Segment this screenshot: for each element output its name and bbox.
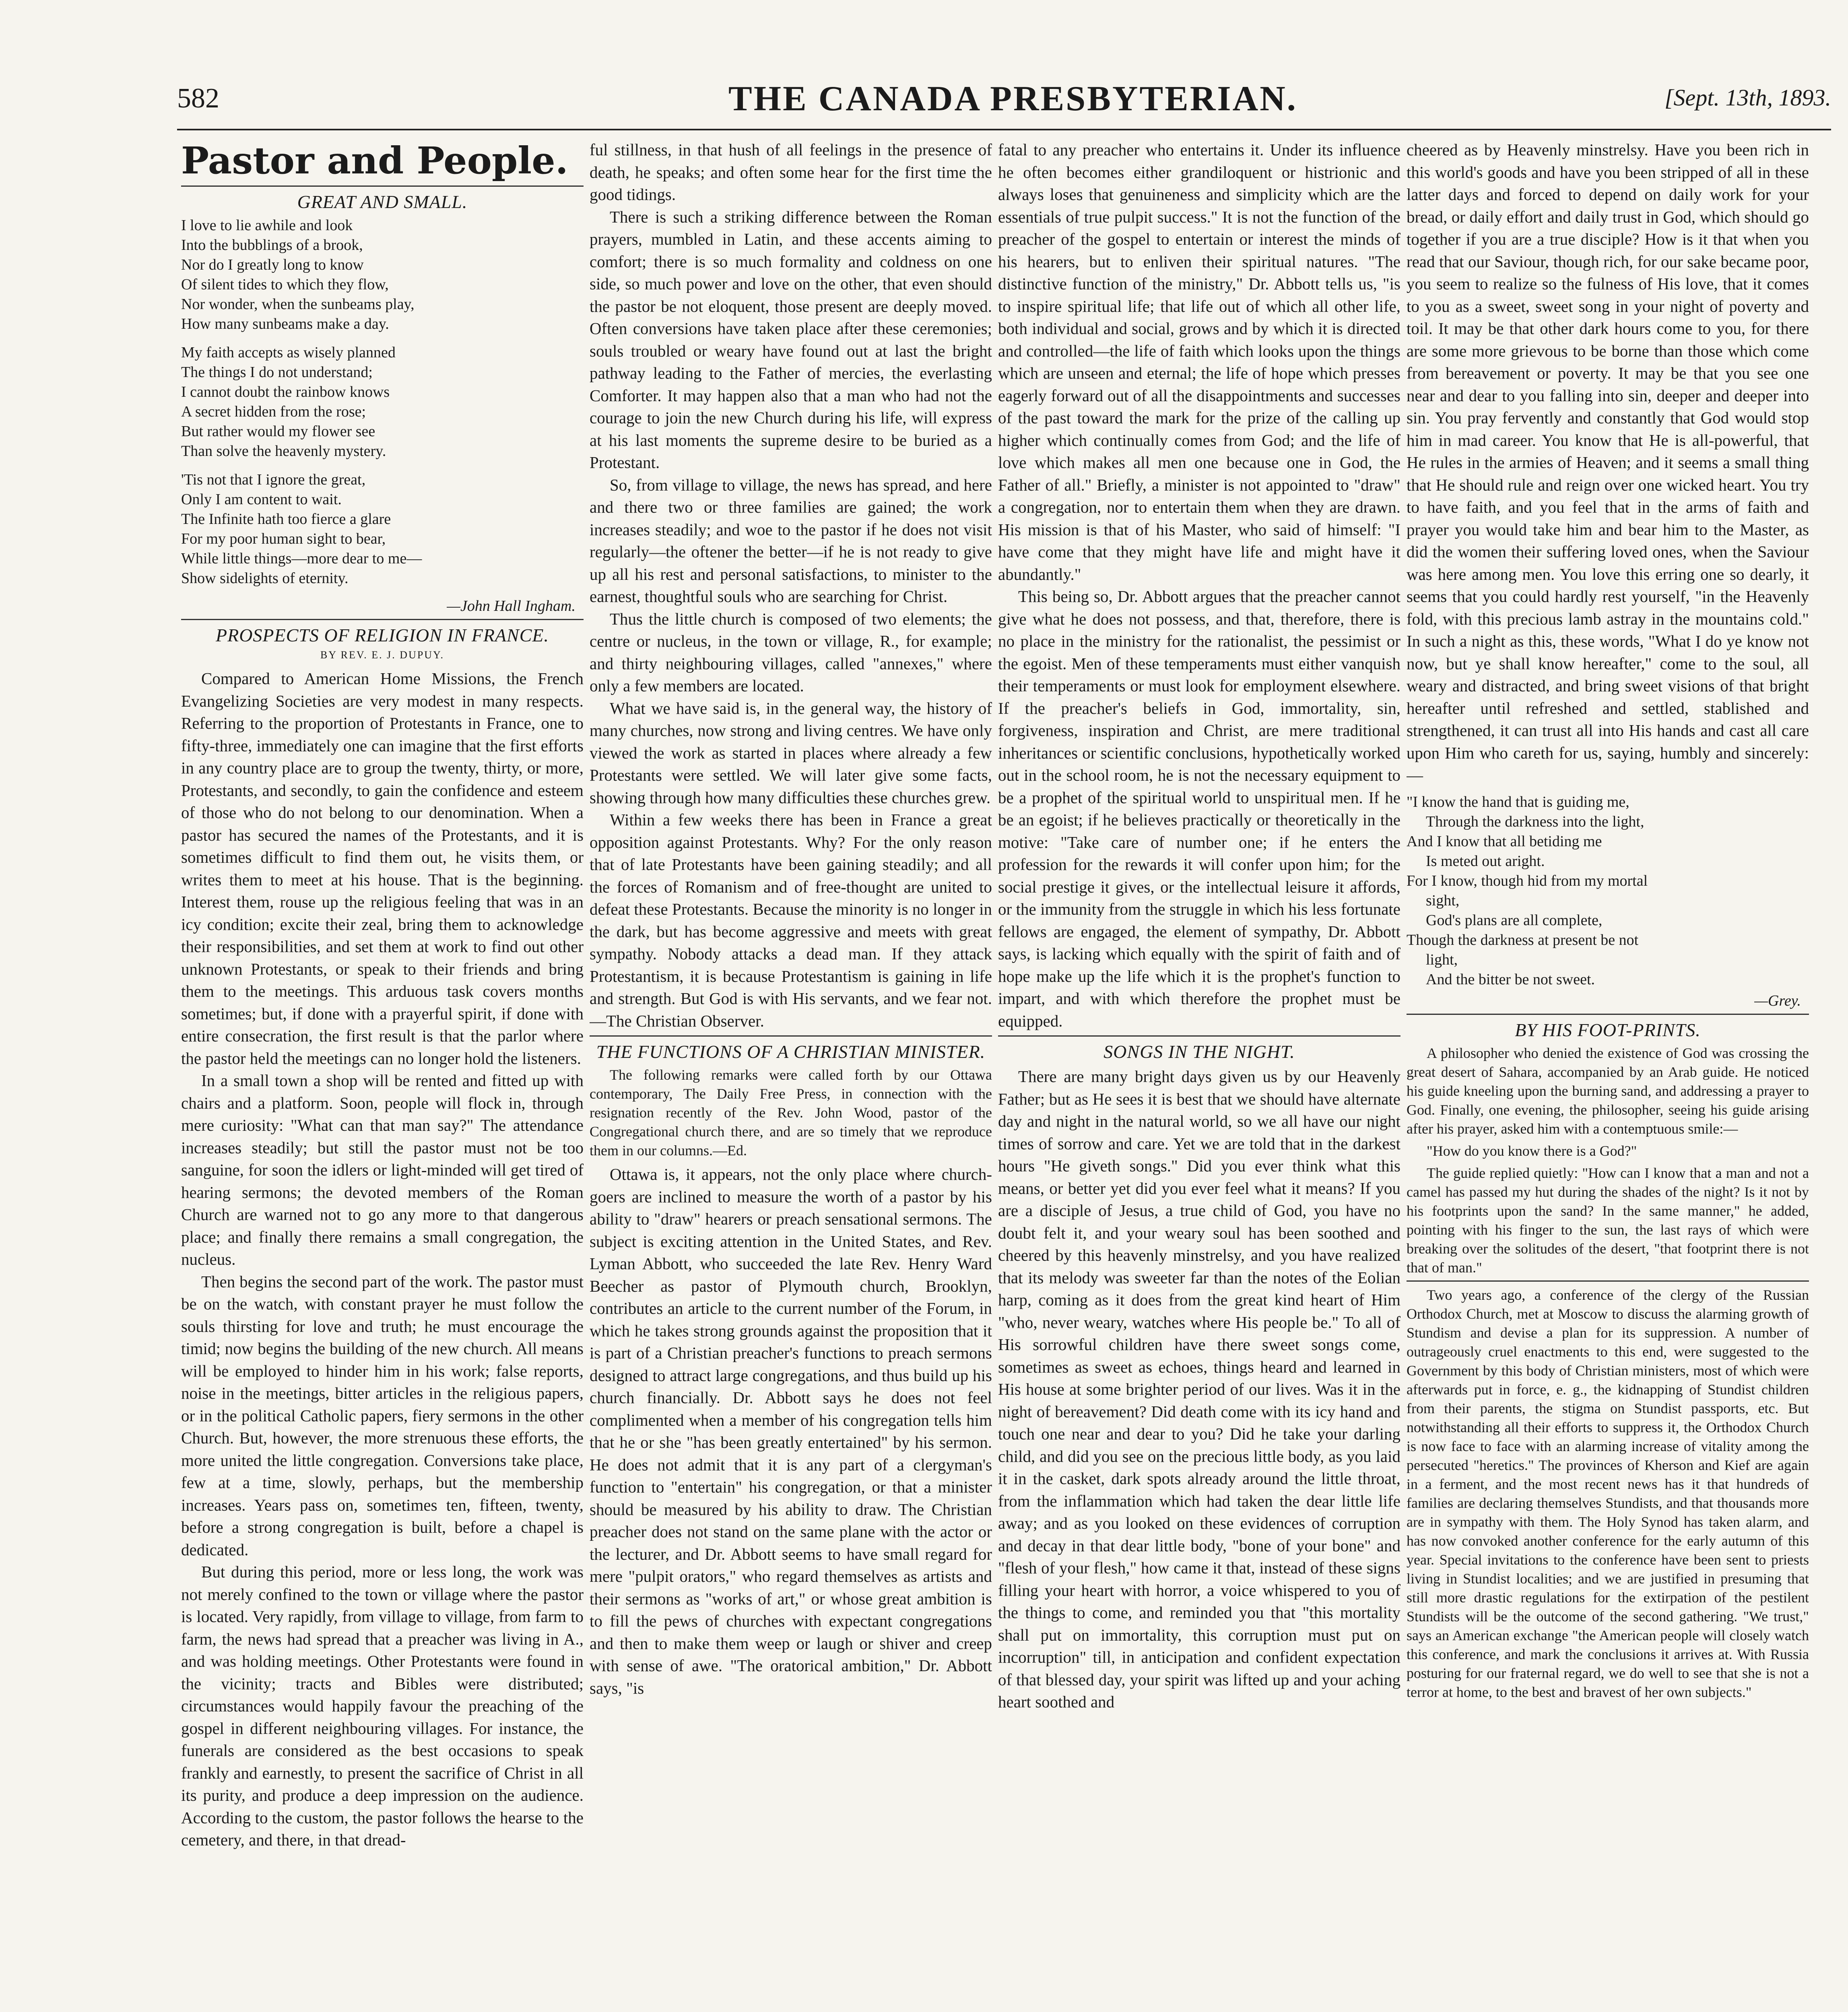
article-intro: The following remarks were called forth by our Ottawa contemporary, The Daily Free Press, in connection with the resignation recently of the Rev. John Wood, pastor of the Congregational church there, and are so timely that we reproduce them in our columns.—Ed.	[590, 1067, 992, 1159]
section-rule	[181, 186, 584, 187]
article-paragraph: The guide replied quietly: "How can I know that a man and not a camel has passed my hut during the shades of the night? Is it not by his footprints upon the sand? In the same manner," he added, pointing with his finger to the sun, the last rays of which were breaking over the solitudes of the desert, "that footprint there is not that of man."	[1407, 1165, 1809, 1276]
article-paragraph: cheered as by Heavenly minstrelsy. Have you been rich in this world's goods and have you been stripped of all in these latter days and forced to depend on daily work for your bread, or daily effort and daily trust in God, which should go together if you are a true disciple? How is it that when you read that our Saviour, though rich, for our sake became poor, you seem to realize so the fulness of His love, that it comes to you as a sweet, sweet song in your night of poverty and toil. It may be that other dark hours come to you, for there are some more grievous to be borne than those which come from bereavement or poverty. It may be that you see one near and dear to you falling into sin, deeper and deeper into sin. You pray fervently and constantly that God would stop him in mad career. You know that He is all-powerful, that He rules in the armies of Heaven; and it seems a small thing that He should rule and reign over one wicked heart. You try to have faith, and you feel that in the arms of faith and prayer you would take him and bear him to the Master, as did the women their suffering loved ones, when the Saviour was here among men. You love this erring one so dearly, it seems that you could hardly rest yourself, "in the Heavenly fold, with this precious lamb astray in the mountains cold." In such a night as this, these words, "What I do ye know not now, but ye shall know hereafter," come to the soul, all weary and distracted, and bring sweet visions of that bright hereafter until refreshed and settled, stablished and strengthened, it can trust all into His hands and cast all care upon Him who careth for us, saying, humbly and sincerely:—	[1407, 140, 1809, 784]
article-paragraph: Then begins the second part of the work. The pastor must be on the watch, with constant prayer he must follow the souls thirsting for love and truth; he must encourage the timid; now begins the building of the new church. All means will be employed to hinder him in his work; false reports, noise in the meetings, bitter articles in the religious papers, or in the political Catholic papers, fiery sermons in the other Church. But, however, the more strenuous these efforts, the more united the little congregation. Conversions take place, few at a time, slowly, perhaps, but the membership increases. Years pass on, sometimes ten, fifteen, twenty, before a strong congregation is built, before a chapel is dedicated.	[181, 1272, 584, 1559]
poem-line: Than solve the heavenly mystery.	[181, 443, 386, 460]
poem-line: Nor wonder, when the sunbeams play,	[181, 296, 415, 313]
article-paragraph: Compared to American Home Missions, the French Evangelizing Societies are very modest in many respects. Referring to the proportion of Protestants in France, one to fifty-three, immediately one can imagine that the first efforts in any country place are to group the twenty, thirty, or more, Protestants, and secondly, to gain the confidence and esteem of those who do not belong to our denomination. When a pastor has secured the names of the Protestants, and it is sometimes difficult to find them out, he visits them, or writes them to meet at his house. That is the beginning. Interest them, rouse up the religious feeling that was in an icy condition; excite their zeal, bring them to acknowledge their responsibilities, and set them at work to find out other unknown Protestants, or speak to their friends and bring them to the meetings. This arduous task covers months sometimes; but, if done with a prayerful spirit, if done with entire consecration, the first result is that the parlor where the pastor held the meetings can no longer hold the listeners.	[181, 669, 584, 1068]
article-byline: BY REV. E. J. DUPUY.	[320, 649, 444, 661]
column-4	[1407, 139, 1809, 2012]
poem-line: The Infinite hath too fierce a glare	[181, 511, 391, 528]
poem-line: For my poor human sight to bear,	[181, 530, 386, 547]
divider	[181, 619, 584, 620]
article-heading: BY HIS FOOT-PRINTS.	[1515, 1019, 1701, 1040]
article-paragraph: Thus the little church is composed of two elements; the centre or nucleus, in the town or village, R., for example; and thirty neighbouring villages, called "annexes," where only a few members are located.	[590, 609, 992, 695]
masthead	[177, 74, 1848, 131]
article-paragraph: There are many bright days given us by our Heavenly Father; but as He sees it is best that we should have alternate day and night in the natural world, so we all have our night times of sorrow and care. Yet we are told that in the darkest hours "He giveth songs." Did you ever think what this means, or better yet did you ever feel what it means? If you are a disciple of Jesus, a true child of God, you have no doubt felt it, and your weary soul has been soothed and cheered by this heavenly minstrelsy, and you have realized that its melody was sweeter far than the notes of the Eolian harp, coming as it does from the great kind heart of Him "who, never weary, watches where His people be." To all of His sorrowful children have there sweet songs come, sometimes as sweet as echoes, things heard and learned in His house at some brighter period of our lives. Was it in the night of bereavement? Did death come with its icy hand and touch one near and dear to you? Did he take your darling child, and did you see on the precious little body, as you laid it in the casket, dark spots already around the little throat, from the inflammation which had taken the dear little life away; and as you looked on these evidences of corruption and decay in that dear little body, "bone of your bone" and "flesh of your flesh," how came it that, instead of these signs filling your heart with horror, a voice whispered to you of the things to come, and reminded you that "this mortality shall put on immortality, this corruption must put on incorruption" till, in anticipation and confident expectation of that blessed day, your spirit was lifted up and your aching heart soothed and	[998, 1067, 1400, 1711]
divider	[1407, 1014, 1809, 1015]
poem-line: Show sidelights of eternity.	[181, 570, 349, 587]
poem-line: Through the darkness into the light,	[1426, 813, 1644, 830]
issue-date: [Sept. 13th, 1893.	[1664, 85, 1831, 111]
poem-line: Is meted out aright.	[1426, 852, 1545, 870]
poem-line: And the bitter be not sweet.	[1426, 971, 1595, 988]
column-2	[590, 139, 992, 2012]
article-paragraph: There is such a striking difference between the Roman prayers, mumbled in Latin, and these accents aiming to comfort; there is so much formality and coldness on one side, so much power and love on the other, that even should the pastor be not eloquent, those present are deeply moved. Often conversions have taken place after these ceremonies; souls troubled or weary have found out at last the bright pathway leading to the Father of mercies, the everlasting Comforter. It may happen also that a man who had not the courage to join the new Church during his life, will express at his last moments the supreme desire to be buried as a Protestant.	[590, 207, 992, 472]
masthead-rule	[177, 129, 1831, 130]
poem-stanza	[181, 470, 584, 588]
article-paragraph: fatal to any preacher who entertains it. Under its influence he often becomes either grandiloquent or histrionic and always loses that genuineness and simplicity which are the essentials of true pulpit success." It is not the function of the preacher of the gospel to entertain or interest the minds of his hearers, but to enliven their spiritual natures. "The distinctive function of the ministry," Dr. Abbott tells us, "is to inspire spiritual life; that life out of which all other life, both individual and social, grows and by which it is directed and controlled—the life of faith which looks upon the things which are unseen and eternal; the life of hope which presses eagerly forward out of all the disappointments and successes of the past toward the mark for the prize of the calling up higher which continually comes from God; and the life of love which makes all men one because one in God, the Father of all." Briefly, a minister is not appointed to "draw" a congregation, nor to entertain them when they are drawn. His mission is that of his Master, who said of himself: "I have come that they might have life and might have it abundantly."	[998, 140, 1400, 583]
poem-line: God's plans are all complete,	[1426, 911, 1603, 929]
divider	[590, 1035, 992, 1037]
poem-line: And I know that all betiding me	[1407, 833, 1602, 850]
poem-signature: —John Hall Ingham.	[447, 598, 575, 614]
article-heading: THE FUNCTIONS OF A CHRISTIAN MINISTER.	[596, 1041, 986, 1062]
poem-heading: GREAT AND SMALL.	[297, 192, 468, 212]
poem-line: Of silent tides to which they flow,	[181, 276, 389, 293]
article-paragraph: But during this period, more or less long, the work was not merely confined to the town or village where the pastor is located. Very rapidly, from village to village, from farm to farm, the news had spread that a preacher was living in A., and was holding meetings. Other Protestants were found in the vicinity; tracts and Bibles were distributed; circumstances would happily favour the preaching of the gospel in different neighbouring villages. For instance, the funerals are considered as the best occasions to speak frankly and earnestly, to present the sacrifice of Christ in all its purity, and produce a deep impression on the audience. According to the custom, the pastor follows the hearse to the cemetery, and there, in that dread-	[181, 1563, 584, 1849]
poem-hand-that-is-guiding	[1407, 792, 1809, 990]
poem-line: light,	[1426, 951, 1458, 968]
article-paragraph: This being so, Dr. Abbott argues that the preacher cannot give what he does not possess, and that, therefore, there is no place in the ministry for the rationalist, the pessimist or the egoist. Men of these temperaments must either vanquish their temperaments or must look for employment elsewhere. If the preacher's beliefs in God, immortality, sin, forgiveness, inspiration and Christ, are mere traditional inheritances or scientific conclusions, hypothetically worked out in the school room, he is not the necessary equipment to be a prophet of the spiritual world to unspiritual men. If he be an egoist; if he believes practically or theoretically in the motive: "Take care of number one; if he enters the profession for the rewards it will confer upon him; for the social prestige it gives, or the intellectual leisure it affords, or the immunity from the struggle in which his less fortunate fellows are engaged, the element of sympathy, Dr. Abbott says, is lacking which equally with the spirit of faith and of hope make up the life which it is the prophet's function to impart, and with which therefore the prophet must be equipped.	[998, 587, 1400, 1030]
poem-line: For I know, though hid from my mortal	[1407, 872, 1648, 889]
poem-line: 'Tis not that I ignore the great,	[181, 471, 366, 488]
divider	[1407, 1280, 1809, 1282]
poem-line: But rather would my flower see	[181, 423, 375, 440]
article-heading: PROSPECTS OF RELIGION IN FRANCE.	[216, 625, 549, 645]
article-heading: SONGS IN THE NIGHT.	[1103, 1041, 1295, 1062]
poem-line: Into the bubblings of a brook,	[181, 237, 363, 254]
poem-stanza	[181, 343, 584, 461]
poem-line: A secret hidden from the rose;	[181, 403, 366, 420]
poem-line: The things I do not understand;	[181, 364, 373, 381]
news-paragraph: Two years ago, a conference of the clergy of the Russian Orthodox Church, met at Moscow to discuss the alarming growth of Stundism and devise a plan for its suppression. A number of outrageously cruel enactments to this end, were suggested to the Government by this body of Christian ministers, most of which were afterwards put in force, e. g., the kidnapping of Stundist children from their parents, the stigma on Stundist passports, etc. But notwithstanding all their efforts to suppress it, the Orthodox Church is now face to face with an alarming increase of vitality among the persecuted "heretics." The provinces of Kherson and Kief are again in a ferment, and the most recent news has it that hundreds of families are declaring themselves Stundists, and that thousands more are in sympathy with them. The Holy Synod has taken alarm, and has now convoked another conference for the early autumn of this year. Special invitations to the conference have been sent to priests living in Stundist localities; and we are justified in presuming that still more drastic regulations for the extirpation of the pestilent Stundists will be the outcome of the second gathering. "We trust," says an American exchange "the American people will closely watch this conference, and mark the conclusions it arrives at. With Russia posturing for our fraternal regard, we do well to see that she is not a terror at home, to the best and bravest of her own subjects."	[1407, 1286, 1809, 1700]
article-paragraph: Within a few weeks there has been in France a great opposition against Protestants. Why? For the only reason that of late Protestants have been gaining steadily; and all the forces of Romanism and of free-thought are united to defeat these Protestants. Because the minority is no longer in the dark, but has become aggressive and meets with great sympathy. Nobody attacks a dead man. If they attack Protestantism, it is because Protestantism is gaining in life and strength. But God is with His servants, and we fear not.—The Christian Observer.	[590, 810, 992, 1030]
poem-line: My faith accepts as wisely planned	[181, 344, 396, 361]
poem-line: How many sunbeams make a day.	[181, 315, 389, 332]
newspaper-title: THE CANADA PRESBYTERIAN.	[728, 79, 1297, 118]
page-number: 582	[177, 83, 219, 114]
poem-line: While little things—more dear to me—	[181, 550, 422, 567]
poem-line: "I know the hand that is guiding me,	[1407, 793, 1629, 810]
section-title: Pastor and People.	[181, 139, 568, 182]
poem-stanza	[181, 216, 584, 334]
article-paragraph: ful stillness, in that hush of all feelings in the presence of death, he speaks; and often some hear for the first time the good tidings.	[590, 140, 992, 204]
article-paragraph: "How do you know there is a God?"	[1427, 1142, 1637, 1159]
article-paragraph: What we have said is, in the general way, the history of many churches, now strong and living centres. We have only viewed the work as started in places where already a few Protestants were settled. We will later give some facts, showing through how many difficulties these churches grew.	[590, 699, 992, 807]
poem-line: Nor do I greatly long to know	[181, 256, 364, 273]
article-paragraph: Ottawa is, it appears, not the only place where church-goers are inclined to measure the worth of a pastor by his ability to "draw" hearers or preach sensational sermons. The subject is exciting attention in the United States, and Rev. Lyman Abbott, who succeeded the late Rev. Henry Ward Beecher as pastor of Plymouth church, Brooklyn, contributes an article to the current number of the Forum, in which he takes strong grounds against the proposition that it is part of a Christian preacher's functions to preach sermons designed to attract large congregations, and thus build up his church financially. Dr. Abbott says he does not feel complimented when a member of his congregation tells him that he or she "has been greatly entertained" by his sermon. He does not admit that it is any part of a clergyman's function to "entertain" his congregation, or that a minister should be measured by his ability to draw. The Christian preacher does not stand on the same plane with the actor or the lecturer, and Dr. Abbott seems to have small regard for mere "pulpit orators," who regard themselves as artists and their sermons as "works of art," or whose great ambition is to fill the pews of churches with expectant congregations and then to make them weep or laugh or shiver and creep with sense of awe. "The oratorical ambition," Dr. Abbott says, "is	[590, 1165, 992, 1697]
poem-signature: —Grey.	[1754, 992, 1801, 1009]
poem-line: Though the darkness at present be not	[1407, 931, 1639, 948]
column-3	[998, 139, 1400, 2012]
poem-great-and-small	[181, 216, 584, 588]
poem-line: sight,	[1426, 892, 1460, 909]
column-1	[181, 139, 584, 2012]
poem-line: I cannot doubt the rainbow knows	[181, 383, 390, 400]
article-paragraph: A philosopher who denied the existence of God was crossing the great desert of Sahara, accompanied by an Arab guide. He noticed his guide kneeling upon the burning sand, and addressing a prayer to God. Finally, one evening, the philosopher, seeing his guide arising after his prayer, asked him with a contemptuous smile:—	[1407, 1045, 1809, 1137]
poem-line: I love to lie awhile and look	[181, 217, 353, 234]
article-paragraph: So, from village to village, the news has spread, and here and there two or three families are gained; the work increases steadily; and woe to the pastor if he does not visit regularly—the oftener the better—if he is not ready to give up all his rest and personal satisfactions, to minister to the earnest, thoughtful souls who are searching for Christ.	[590, 475, 992, 606]
poem-line: Only I am content to wait.	[181, 491, 342, 508]
divider	[998, 1035, 1400, 1037]
article-paragraph: In a small town a shop will be rented and fitted up with chairs and a platform. Soon, people will flock in, through mere curiosity: "What can that man say?" The attendance increases steadily; but still the pastor must not be too sanguine, for soon the idlers or light-minded will get tired of hearing sermons; the devoted members of the Roman Church are warned not to go any more to that dangerous place; and finally there remains a small congregation, the nucleus.	[181, 1071, 584, 1268]
